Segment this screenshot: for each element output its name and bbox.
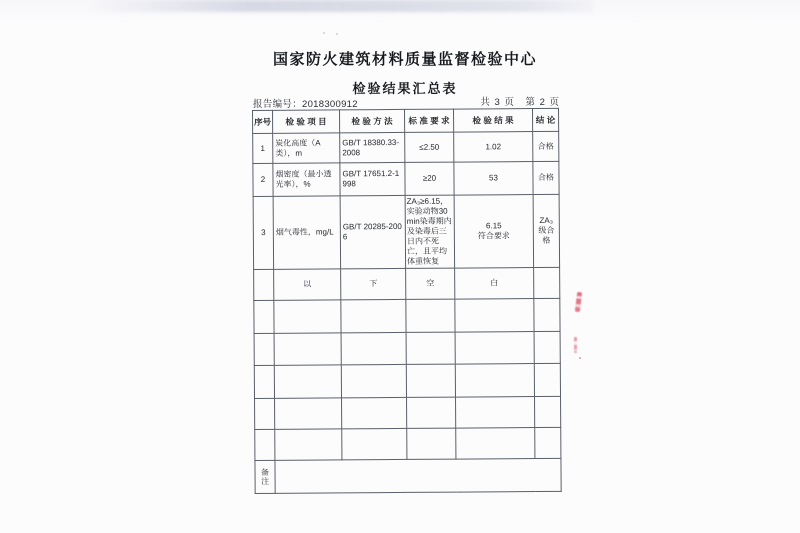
cell-empty — [406, 364, 455, 397]
cell-empty — [534, 267, 560, 298]
cell-empty — [455, 364, 534, 398]
blank-below-row — [254, 267, 560, 300]
cell-empty — [535, 427, 561, 458]
col-header-conclusion: 结 论 — [532, 108, 558, 131]
results-table — [252, 108, 562, 494]
cell-empty — [456, 397, 535, 429]
cell-blank-char: 空 — [406, 268, 455, 299]
remark-row — [255, 458, 561, 493]
cell-empty — [455, 299, 534, 333]
cell-method: GB/T 17651.2-1998 — [340, 162, 405, 195]
cell-empty — [534, 331, 560, 363]
cell-seq: 1 — [253, 133, 273, 163]
cell-empty — [407, 428, 456, 459]
cell-empty — [535, 396, 561, 427]
meta-row — [252, 94, 560, 108]
empty-row — [254, 331, 560, 365]
cell-item: 炭化高度（A类），m — [273, 133, 340, 163]
cell-empty — [406, 332, 455, 364]
report-number: 报告编号：2018300912 — [253, 99, 358, 110]
cell-empty — [534, 298, 560, 331]
remark-content-empty — [275, 458, 561, 493]
table-row — [253, 161, 559, 196]
cell-empty — [341, 332, 406, 364]
red-ink-mark — [579, 357, 581, 359]
cell-seq: 3 — [253, 196, 274, 269]
cell-empty — [341, 364, 406, 397]
cell-item: 烟气毒性，mg/L — [273, 196, 341, 269]
cell-empty — [274, 333, 341, 365]
page-indicator: 共 3 页 第 2 页 — [480, 97, 560, 108]
col-header-result: 检 验 结 果 — [453, 109, 532, 133]
remark-label: 备注 — [255, 460, 275, 493]
cell-requirement: ≥20 — [405, 162, 454, 195]
cell-empty — [275, 429, 342, 460]
cell-empty — [406, 299, 455, 332]
cell-empty — [254, 333, 274, 365]
table-row — [253, 131, 559, 163]
cell-blank-char: 以 — [274, 269, 341, 300]
empty-row — [255, 396, 561, 429]
cell-result: 53 — [454, 162, 533, 196]
cell-empty — [274, 365, 341, 398]
cell-seq: 2 — [253, 163, 273, 196]
empty-row — [254, 363, 560, 398]
cell-conclusion: 合格 — [533, 131, 559, 161]
cell-empty — [275, 398, 342, 429]
cell-conclusion: 合格 — [533, 161, 559, 194]
col-header-requirement: 标 准 要 求 — [404, 109, 453, 132]
page-subtitle: 检验结果汇总表 — [352, 81, 458, 96]
cell-empty — [455, 332, 534, 365]
cell-item: 烟密度（最小透光率），% — [273, 163, 340, 196]
scanner-shadow-band — [88, 0, 593, 12]
cell-method: GB/T 20285-2006 — [340, 195, 406, 268]
empty-row — [255, 427, 561, 460]
page-title: 国家防火建筑材料质量监督检验中心 — [272, 51, 537, 68]
cell-result: 6.15 符合要求 — [454, 195, 534, 269]
scan-speck — [336, 33, 338, 35]
cell-empty — [342, 428, 407, 459]
scan-speck — [323, 32, 325, 34]
cell-requirement: ZA₃≥6.15，实验动物30min染毒期内及染毒后三日内不死亡，且平均体重恢复 — [405, 195, 455, 268]
cell-empty — [534, 363, 560, 396]
col-header-seq: 序号 — [253, 110, 273, 133]
cell-empty — [456, 428, 535, 460]
red-ink-mark — [574, 337, 577, 353]
cell-empty — [255, 429, 275, 460]
cell-blank-char: 白 — [455, 268, 534, 300]
cell-empty — [274, 300, 341, 333]
cell-empty — [254, 365, 274, 398]
cell-empty — [341, 299, 406, 332]
cell-blank-char: 下 — [341, 268, 406, 299]
cell-empty — [254, 300, 274, 333]
table-header-row — [253, 108, 559, 133]
cell-requirement: ≤2.50 — [405, 132, 454, 162]
cell-empty — [407, 397, 456, 428]
col-header-method: 检 验 方 法 — [340, 109, 405, 132]
table-row — [253, 194, 560, 269]
cell-result: 1.02 — [454, 132, 533, 163]
cell-conclusion: ZA₃级合格 — [533, 194, 560, 267]
cell-empty — [342, 397, 407, 428]
col-header-item: 检 验 项 目 — [273, 110, 340, 133]
cell-method: GB/T 18380.33-2008 — [340, 132, 405, 162]
cell-empty — [254, 269, 274, 300]
red-ink-mark — [575, 292, 582, 312]
empty-row — [254, 298, 560, 333]
cell-empty — [255, 398, 275, 429]
